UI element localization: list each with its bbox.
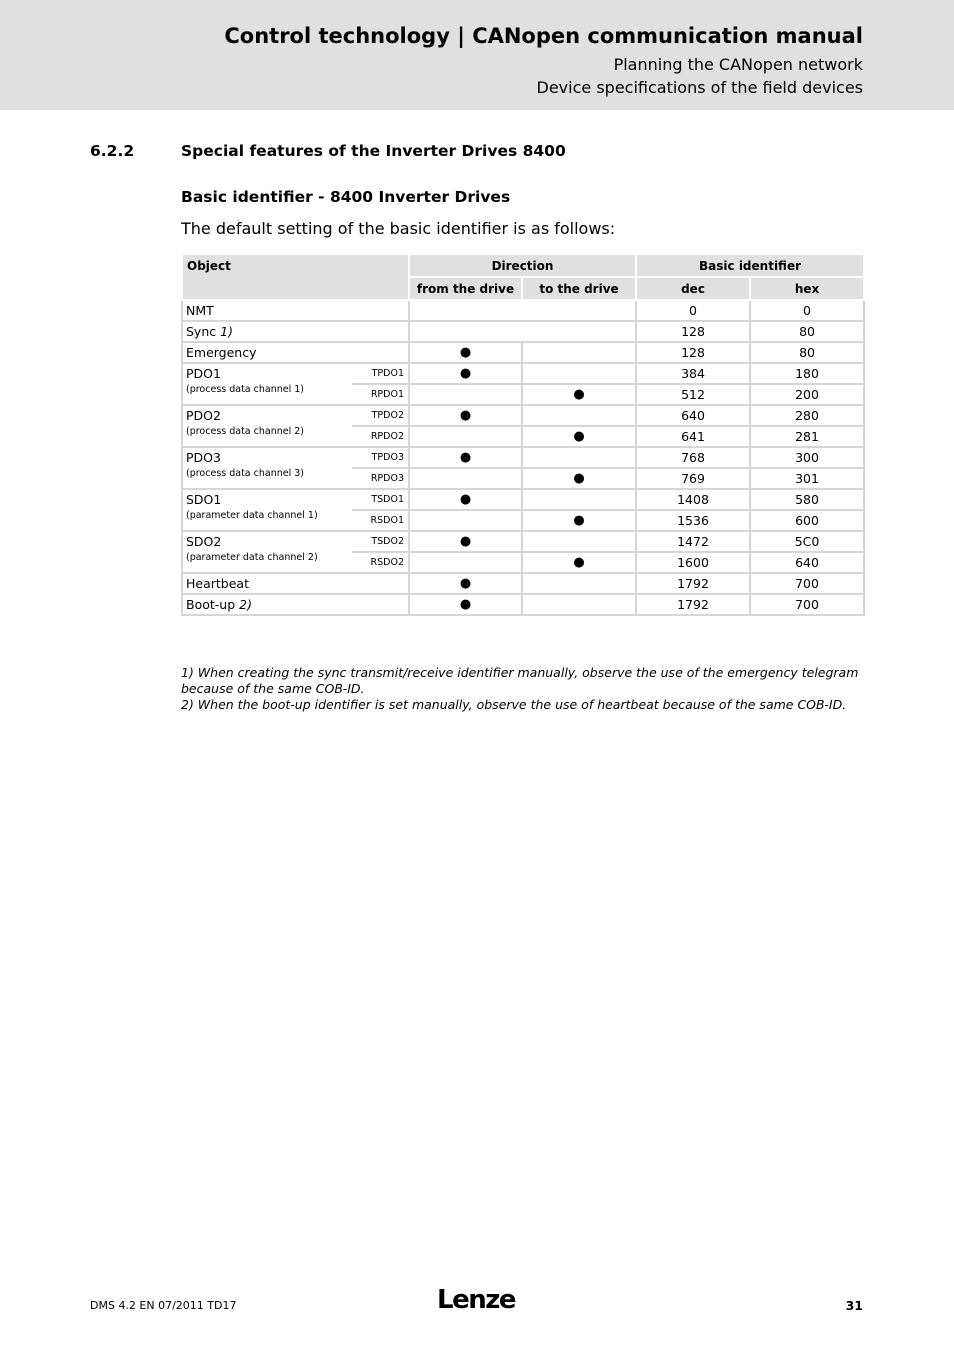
header-to-drive: to the drive — [522, 277, 636, 300]
dec-value: 384 — [636, 363, 750, 384]
direction-cell — [409, 321, 636, 342]
dec-value: 1792 — [636, 594, 750, 615]
channel-note: (process data channel 2) — [186, 426, 305, 437]
hex-value: 281 — [750, 426, 864, 447]
document-id: DMS 4.2 EN 07/2011 TD17 — [90, 1299, 237, 1312]
object-label: PDO1 — [186, 366, 221, 381]
object-name — [182, 594, 409, 615]
hex-value: 300 — [750, 447, 864, 468]
object-tag: TPDO1 — [352, 363, 409, 384]
subheading: Basic identifier - 8400 Inverter Drives — [181, 188, 511, 206]
from-drive-dot: ● — [409, 363, 522, 384]
object-name — [182, 321, 409, 342]
object-tag: TPDO2 — [352, 405, 409, 426]
to-drive-cell — [522, 594, 636, 615]
object-tag: TSDO1 — [352, 489, 409, 510]
from-drive-dot: ● — [409, 594, 522, 615]
header-from-drive: from the drive — [409, 277, 522, 300]
page-header — [0, 0, 954, 110]
object-tag: TSDO2 — [352, 531, 409, 552]
channel-note: (process data channel 1) — [186, 384, 305, 395]
object-label: SDO1 — [186, 492, 222, 507]
header-dec: dec — [636, 277, 750, 300]
chapter-title: Planning the CANopen network — [613, 55, 863, 74]
object-label: Boot-up — [186, 597, 236, 612]
dec-value: 1472 — [636, 531, 750, 552]
intro-text: The default setting of the basic identifier is as follows: — [181, 219, 616, 238]
dec-value: 1600 — [636, 552, 750, 573]
object-tag: RPDO3 — [352, 468, 409, 489]
object-tag: RSDO1 — [352, 510, 409, 531]
table-header-row — [182, 254, 864, 277]
hex-value: 200 — [750, 384, 864, 405]
hex-value: 580 — [750, 489, 864, 510]
dec-value: 128 — [636, 321, 750, 342]
table-row — [182, 531, 864, 552]
to-drive-cell — [522, 531, 636, 552]
hex-value: 700 — [750, 573, 864, 594]
dec-value: 1408 — [636, 489, 750, 510]
section-number: 6.2.2 — [90, 142, 135, 160]
header-hex: hex — [750, 277, 864, 300]
from-drive-cell — [409, 468, 522, 489]
dec-value: 641 — [636, 426, 750, 447]
basic-identifier-table — [181, 253, 865, 616]
to-drive-cell — [522, 363, 636, 384]
object-label: PDO3 — [186, 450, 221, 465]
table-row — [182, 594, 864, 615]
dec-value: 128 — [636, 342, 750, 363]
table-row — [182, 573, 864, 594]
object-label: Sync — [186, 324, 217, 339]
table-row — [182, 489, 864, 510]
manual-title: Control technology | CANopen communication manual — [224, 24, 863, 48]
channel-note: (parameter data channel 1) — [186, 510, 318, 521]
dec-value: 0 — [636, 300, 750, 321]
to-drive-cell — [522, 405, 636, 426]
footnote-2: 2) When the boot-up identifier is set manually, observe the use of heartbeat because of the same COB-ID. — [181, 697, 847, 712]
dec-value: 1536 — [636, 510, 750, 531]
section-title: Special features of the Inverter Drives 8400 — [181, 142, 566, 160]
channel-note: (parameter data channel 2) — [186, 552, 318, 563]
table-row — [182, 321, 864, 342]
to-drive-dot: ● — [522, 384, 636, 405]
hex-value: 0 — [750, 300, 864, 321]
channel-note: (process data channel 3) — [186, 468, 305, 479]
from-drive-dot: ● — [409, 405, 522, 426]
object-name: Heartbeat — [182, 573, 409, 594]
from-drive-cell — [409, 384, 522, 405]
to-drive-dot: ● — [522, 468, 636, 489]
dec-value: 769 — [636, 468, 750, 489]
object-tag: RPDO2 — [352, 426, 409, 447]
hex-value: 80 — [750, 321, 864, 342]
page-number: 31 — [845, 1298, 863, 1313]
footnote-1: 1) When creating the sync transmit/receive identifier manually, observe the use of the emergency telegram because of the same COB-ID. — [181, 665, 859, 696]
footnote-ref: 1) — [220, 324, 233, 339]
from-drive-cell — [409, 426, 522, 447]
hex-value: 301 — [750, 468, 864, 489]
lenze-logo: Lenze — [437, 1285, 515, 1315]
direction-cell — [409, 300, 636, 321]
to-drive-cell — [522, 573, 636, 594]
header-basic-identifier: Basic identifier — [636, 254, 864, 277]
object-tag: TPDO3 — [352, 447, 409, 468]
hex-value: 280 — [750, 405, 864, 426]
object-name — [182, 489, 352, 531]
from-drive-dot: ● — [409, 573, 522, 594]
table-row — [182, 405, 864, 426]
object-tag: RSDO2 — [352, 552, 409, 573]
hex-value: 180 — [750, 363, 864, 384]
table-row — [182, 342, 864, 363]
table-row — [182, 300, 864, 321]
object-label: SDO2 — [186, 534, 222, 549]
table-row — [182, 363, 864, 384]
object-tag: RPDO1 — [352, 384, 409, 405]
to-drive-dot: ● — [522, 426, 636, 447]
to-drive-dot: ● — [522, 510, 636, 531]
to-drive-cell — [522, 342, 636, 363]
subchapter-title: Device specifications of the field devices — [536, 78, 863, 97]
hex-value: 5C0 — [750, 531, 864, 552]
object-name: NMT — [182, 300, 409, 321]
to-drive-cell — [522, 447, 636, 468]
object-name — [182, 447, 352, 489]
hex-value: 80 — [750, 342, 864, 363]
hex-value: 600 — [750, 510, 864, 531]
to-drive-dot: ● — [522, 552, 636, 573]
object-name: Emergency — [182, 342, 409, 363]
dec-value: 512 — [636, 384, 750, 405]
dec-value: 768 — [636, 447, 750, 468]
from-drive-dot: ● — [409, 489, 522, 510]
object-name — [182, 405, 352, 447]
hex-value: 640 — [750, 552, 864, 573]
header-direction: Direction — [409, 254, 636, 277]
dec-value: 640 — [636, 405, 750, 426]
object-label: PDO2 — [186, 408, 221, 423]
header-object: Object — [182, 254, 409, 300]
from-drive-cell — [409, 510, 522, 531]
from-drive-dot: ● — [409, 342, 522, 363]
object-name — [182, 531, 352, 573]
hex-value: 700 — [750, 594, 864, 615]
from-drive-dot: ● — [409, 531, 522, 552]
from-drive-cell — [409, 552, 522, 573]
footnote-ref: 2) — [239, 597, 252, 612]
dec-value: 1792 — [636, 573, 750, 594]
object-name — [182, 363, 352, 405]
table-row — [182, 447, 864, 468]
from-drive-dot: ● — [409, 447, 522, 468]
to-drive-cell — [522, 489, 636, 510]
